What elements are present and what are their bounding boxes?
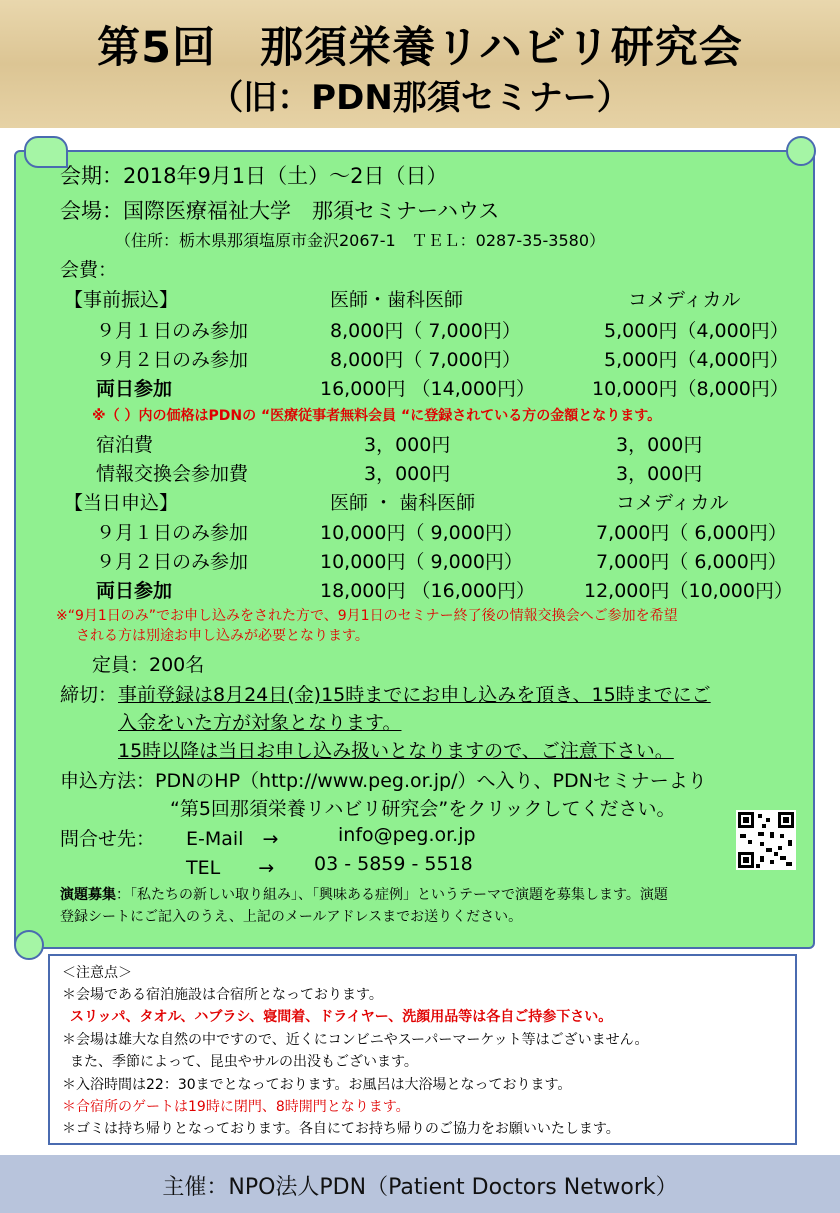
sameday-row-comedical-fee: 7,000円（ 6,000円） (596, 522, 787, 544)
sameday-row-label: 両日参加 (96, 580, 173, 602)
contact-tel: 03 - 5859 - 5518 (314, 853, 473, 875)
sameday-col-doctor: 医師 ・ 歯科医師 (330, 492, 476, 514)
page-subtitle: （旧：PDN那須セミナー） (209, 78, 631, 118)
deadline-line1: 事前登録は8月24日(金)15時までにお申し込みを頂き、15時までにご (118, 684, 711, 706)
contact-mail-label: E-Mail → (186, 828, 279, 850)
deadline-label: 締切： (60, 684, 118, 706)
advance-row-doctor-fee: 8,000円（ 7,000円） (330, 349, 521, 371)
sameday-row-doctor-fee: 10,000円（ 9,000円） (320, 522, 523, 544)
advance-row-label: ９月２日のみ参加 (96, 349, 249, 371)
advance-row-comedical-fee: 5,000円（4,000円） (604, 349, 789, 371)
advance-row-doctor-fee: 16,000円 （14,000円） (320, 378, 536, 400)
abstract-call-line2: 登録シートにご記入のうえ、上記のメールアドレスまでお送りください。 (60, 909, 523, 925)
event-venue: 会場：国際医療福祉大学 那須セミナーハウス (60, 199, 500, 223)
fee-label: 会費： (60, 259, 118, 281)
extra-fee-label: 情報交換会参加費 (96, 463, 249, 485)
sameday-row-comedical-fee: 12,000円（10,000円） (584, 580, 793, 602)
notes-box (48, 954, 797, 1145)
sameday-heading: 【当日申込】 (64, 492, 179, 514)
notes-item-highlight: ＊合宿所のゲートは19時に閉門、8時開門となります。 (62, 1099, 410, 1115)
advance-row-comedical-fee: 5,000円（4,000円） (604, 320, 789, 342)
organizer: 主催：NPO法人PDN（Patient Doctors Network） (162, 1175, 678, 1200)
contact-tel-label: TEL → (186, 857, 275, 879)
apply-method-line1: 申込方法：PDNのHP（http://www.peg.or.jp/）へ入り、PDNセミナーより (60, 770, 707, 792)
notes-heading: ＜注意点＞ (62, 965, 132, 981)
advance-heading: 【事前振込】 (64, 289, 179, 311)
advance-col-comedical: コメディカル (628, 289, 741, 311)
scroll-curl-decoration (786, 136, 816, 166)
deadline-line3: 15時以降は当日お申し込み扱いとなりますので、ご注意下さい。 (118, 740, 674, 762)
contact-label: 問合せ先： (60, 828, 156, 850)
apply-method-line2: “第5回那須栄養リハビリ研究会”をクリックしてください。 (170, 798, 676, 820)
advance-row-label: ９月１日のみ参加 (96, 320, 249, 342)
advance-row-comedical-fee: 10,000円（8,000円） (592, 378, 789, 400)
extra-fee-doctor: 3，000円 (364, 463, 451, 485)
event-period: 会期：2018年9月1日（土）～2日（日） (60, 164, 448, 188)
venue-address: （住所：栃木県那須塩原市金沢2067-1 ＴＥＬ：0287-35-3580） (115, 231, 606, 250)
capacity: 定員：200名 (92, 654, 205, 676)
notes-item-highlight: スリッパ、タオル、ハブラシ、寝間着、ドライヤー、洗顔用品等は各自ご持参下さい。 (70, 1009, 613, 1025)
extra-fee-doctor: 3，000円 (364, 434, 451, 456)
contact-mail[interactable]: info@peg.or.jp (338, 824, 476, 846)
advance-col-doctor: 医師・歯科医師 (330, 289, 464, 311)
sameday-row-doctor-fee: 10,000円（ 9,000円） (320, 551, 523, 573)
deadline-line2: 入金をいた方が対象となります。 (118, 712, 402, 734)
extra-fee-comedical: 3，000円 (616, 463, 703, 485)
extra-fee-label: 宿泊費 (96, 434, 154, 456)
member-price-note: ※（ ）内の価格はPDNの “医療従事者無料会員 “に登録されている方の金額となります。 (92, 408, 662, 424)
abstract-call-line1 (60, 884, 668, 904)
notes-item: ＊入浴時間は22：30までとなっております。お風呂は大浴場となっております。 (62, 1077, 572, 1093)
qr-code-icon (736, 810, 796, 870)
exchange-note-line1: ※“9月1日のみ”でお申し込みをされた方で、9月1日のセミナー終了後の情報交換会へご参加を希望 (56, 608, 678, 624)
scroll-curl-decoration (14, 930, 44, 960)
abstract-call-text: ：「私たちの新しい取り組み」、「興味ある症例」というテーマで演題を募集します。演題 (116, 887, 668, 903)
extra-fee-comedical: 3，000円 (616, 434, 703, 456)
notes-item: ＊会場は雄大な自然の中ですので、近くにコンビニやスーパーマーケット等はございません。 (62, 1032, 649, 1048)
sameday-col-comedical: コメディカル (616, 492, 729, 514)
advance-row-label: 両日参加 (96, 378, 173, 400)
sameday-row-label: ９月１日のみ参加 (96, 522, 249, 544)
notes-item: ＊ゴミは持ち帰りとなっております。各自にてお持ち帰りのご協力をお願いいたします。 (62, 1121, 620, 1137)
sameday-row-label: ９月２日のみ参加 (96, 551, 249, 573)
notes-item: ＊会場である宿泊施設は合宿所となっております。 (62, 987, 383, 1003)
sameday-row-comedical-fee: 7,000円（ 6,000円） (596, 551, 787, 573)
sameday-row-doctor-fee: 18,000円 （16,000円） (320, 580, 536, 602)
abstract-call-label: 演題募集 (60, 887, 116, 903)
notes-item: また、季節によって、昆虫やサルの出没もございます。 (70, 1054, 418, 1070)
advance-row-doctor-fee: 8,000円（ 7,000円） (330, 320, 521, 342)
exchange-note-line2: される方は別途お申し込みが必要となります。 (76, 628, 369, 644)
page-title: 第5回 那須栄養リハビリ研究会 (97, 23, 743, 73)
